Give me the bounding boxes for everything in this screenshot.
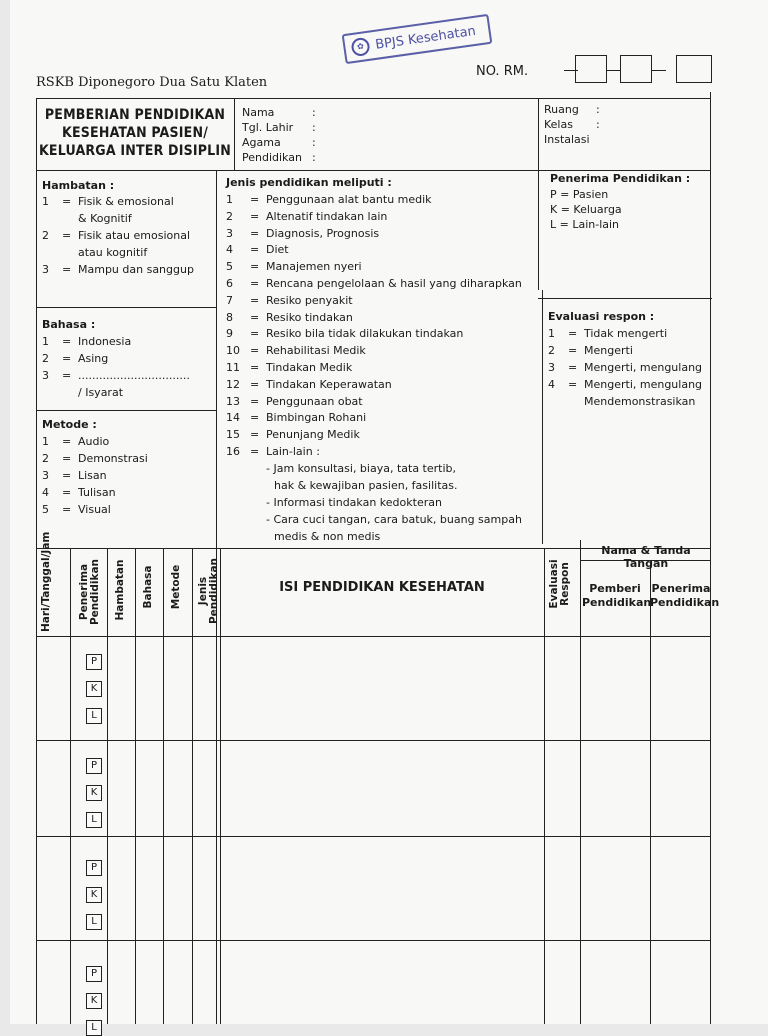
field-kelas: Kelas [544, 118, 573, 131]
jenis-item: 7 = Resiko penyakit [226, 293, 353, 307]
jenis-item: 5 = Manajemen nyeri [226, 260, 362, 274]
rm-box-2[interactable] [620, 55, 652, 83]
jenis-item: 10 = Rehabilitasi Medik [226, 344, 366, 358]
col-hari-tanggal: Hari/Tanggal/Jam [40, 531, 52, 632]
patient-fields: Nama : Tgl. Lahir : Agama : Pendidikan : [242, 106, 316, 164]
hambatan-item: atau kognitif [78, 246, 148, 259]
field-agama: Agama [242, 136, 281, 149]
bahasa-item: ................................ [78, 369, 190, 382]
recipient-checkbox-l[interactable]: L [86, 812, 102, 828]
title-line-1: PEMBERIAN PENDIDIKAN [44, 107, 226, 123]
jenis-item: 1 = Penggunaan alat bantu medik [226, 193, 432, 206]
nama-ttd-header: Nama & Tanda Tangan [601, 544, 691, 570]
isi-header: ISI PENDIDIKAN KESEHATAN [279, 580, 485, 595]
field-tgl-lahir: Tgl. Lahir [242, 121, 294, 134]
jenis-item: 15 = Penunjang Medik [226, 428, 360, 442]
hambatan-item: Mampu dan sanggup [78, 263, 194, 276]
jenis-item: 13 = Penggunaan obat [226, 394, 363, 408]
bahasa-title: Bahasa : [42, 318, 96, 331]
recipient-checkbox-k[interactable]: K [86, 785, 102, 801]
recipient-checkbox-l[interactable]: L [86, 708, 102, 724]
jenis-item: 12 = Tindakan Keperawatan [226, 377, 392, 391]
metode-title: Metode : [42, 418, 97, 431]
evaluasi-title: Evaluasi respon : [548, 310, 655, 323]
bahasa-item: / Isyarat [78, 386, 124, 399]
jenis-item: 4 = Diet [226, 243, 289, 257]
metode-section: Metode : 1 = Audio 2 = Demonstrasi 3 = Lisan 4 = Tulisan 5 = Visual [42, 418, 214, 520]
jenis-title: Jenis pendidikan meliputi : [226, 176, 392, 189]
penerima-item: L = Lain-lain [550, 218, 620, 231]
metode-item: Visual [78, 503, 111, 516]
hambatan-item: & Kognitif [78, 212, 132, 225]
jenis-item: 8 = Resiko tindakan [226, 310, 353, 324]
recipient-checkbox-k[interactable]: K [86, 993, 102, 1009]
evaluasi-section: Evaluasi respon : 1 = Tidak mengerti 2 = Mengerti 3 = Mengerti, mengulang 4 = Mengerti, mengulang Mendemonstrasikan [548, 310, 710, 412]
hambatan-section: Hambatan : 1 = Fisik & emosional & Kognitif 2 = Fisik atau emosional atau kognitif 3 = Mampu dan sanggup [42, 179, 214, 280]
penerima-section [550, 172, 708, 233]
jenis-item: 6 = Rencana pengelolaan & hasil yang diharapkan [226, 276, 522, 290]
evaluasi-item: Mengerti, mengulang [584, 361, 703, 374]
penerima-title: Penerima Pendidikan : [550, 172, 691, 185]
metode-item: Lisan [78, 469, 107, 482]
penerima-item: K = Keluarga [550, 203, 622, 216]
recipient-checkbox-p[interactable]: P [86, 860, 102, 876]
evaluasi-item: Mengerti [584, 344, 633, 357]
recipient-checkbox-k[interactable]: K [86, 887, 102, 903]
evaluasi-item: Tidak mengerti [584, 327, 668, 340]
jenis-sub-item: - Informasi tindakan kedokteran [266, 495, 442, 509]
pemberi-header: Pemberi Pendidikan [582, 582, 652, 609]
col-hambatan: Hambatan [114, 559, 126, 621]
recipient-checkbox-l[interactable]: L [86, 1020, 102, 1036]
metode-item: Audio [78, 435, 110, 448]
recipient-checkbox-l[interactable]: L [86, 914, 102, 930]
jenis-item: 9 = Resiko bila tidak dilakukan tindakan [226, 327, 464, 341]
form-title [38, 106, 232, 160]
field-instalasi: Instalasi [544, 133, 590, 146]
rm-box-3[interactable] [676, 55, 712, 83]
recipient-checkbox-p[interactable]: P [86, 966, 102, 982]
field-pendidikan: Pendidikan [242, 151, 302, 164]
evaluasi-item: Mengerti, mengulang [584, 378, 703, 391]
metode-item: Demonstrasi [78, 452, 148, 465]
hospital-name: RSKB Diponegoro Dua Satu Klaten [36, 75, 268, 90]
col-bahasa: Bahasa [142, 565, 154, 609]
jenis-item: 16 = Lain-lain : [226, 444, 320, 458]
rm-label: NO. RM. [476, 64, 529, 79]
title-line-2: KESEHATAN PASIEN/ [61, 125, 209, 141]
hambatan-item: Fisik & emosional [78, 195, 174, 208]
jenis-item: 11 = Tindakan Medik [226, 360, 353, 374]
rm-box-1[interactable] [575, 55, 607, 83]
bahasa-item: Asing [78, 352, 109, 365]
jenis-item: 2 = Altenatif tindakan lain [226, 209, 388, 223]
jenis-section [226, 176, 538, 547]
col-jenis: Jenis Pendidikan [197, 557, 220, 625]
jenis-sub-item: medis & non medis [274, 529, 381, 543]
penerima-header: Penerima Pendidikan [650, 582, 720, 609]
col-evaluasi: Evaluasi Respon [548, 559, 571, 609]
field-ruang: Ruang [544, 103, 579, 116]
field-nama: Nama [242, 106, 275, 119]
location-fields: Ruang : Kelas : Instalasi [544, 103, 600, 146]
col-penerima: Penerima Pendidikan [78, 558, 101, 626]
recipient-checkbox-k[interactable]: K [86, 681, 102, 697]
hambatan-item: Fisik atau emosional [78, 229, 190, 242]
bahasa-item: Indonesia [78, 335, 132, 348]
jenis-item: 14 = Bimbingan Rohani [226, 411, 367, 425]
bpjs-logo-icon: ✿ [350, 37, 370, 57]
col-metode: Metode [170, 564, 182, 610]
recipient-checkbox-p[interactable]: P [86, 758, 102, 774]
recipient-checkbox-p[interactable]: P [86, 654, 102, 670]
bahasa-section: Bahasa : 1 = Indonesia 2 = Asing 3 = ................................ / Isyarat [42, 318, 214, 403]
jenis-sub-item: hak & kewajiban pasien, fasilitas. [274, 478, 458, 492]
penerima-item: P = Pasien [550, 188, 609, 201]
hambatan-title: Hambatan : [42, 179, 115, 192]
jenis-sub-item: - Cara cuci tangan, cara batuk, buang sampah [266, 512, 522, 526]
jenis-sub-item: - Jam konsultasi, biaya, tata tertib, [266, 461, 457, 475]
title-line-3: KELUARGA INTER DISIPLIN [38, 143, 232, 159]
metode-item: Tulisan [78, 486, 116, 499]
evaluasi-item: Mendemonstrasikan [584, 395, 696, 408]
jenis-item: 3 = Diagnosis, Prognosis [226, 226, 380, 240]
stamp-text: BPJS Kesehatan [374, 23, 477, 53]
